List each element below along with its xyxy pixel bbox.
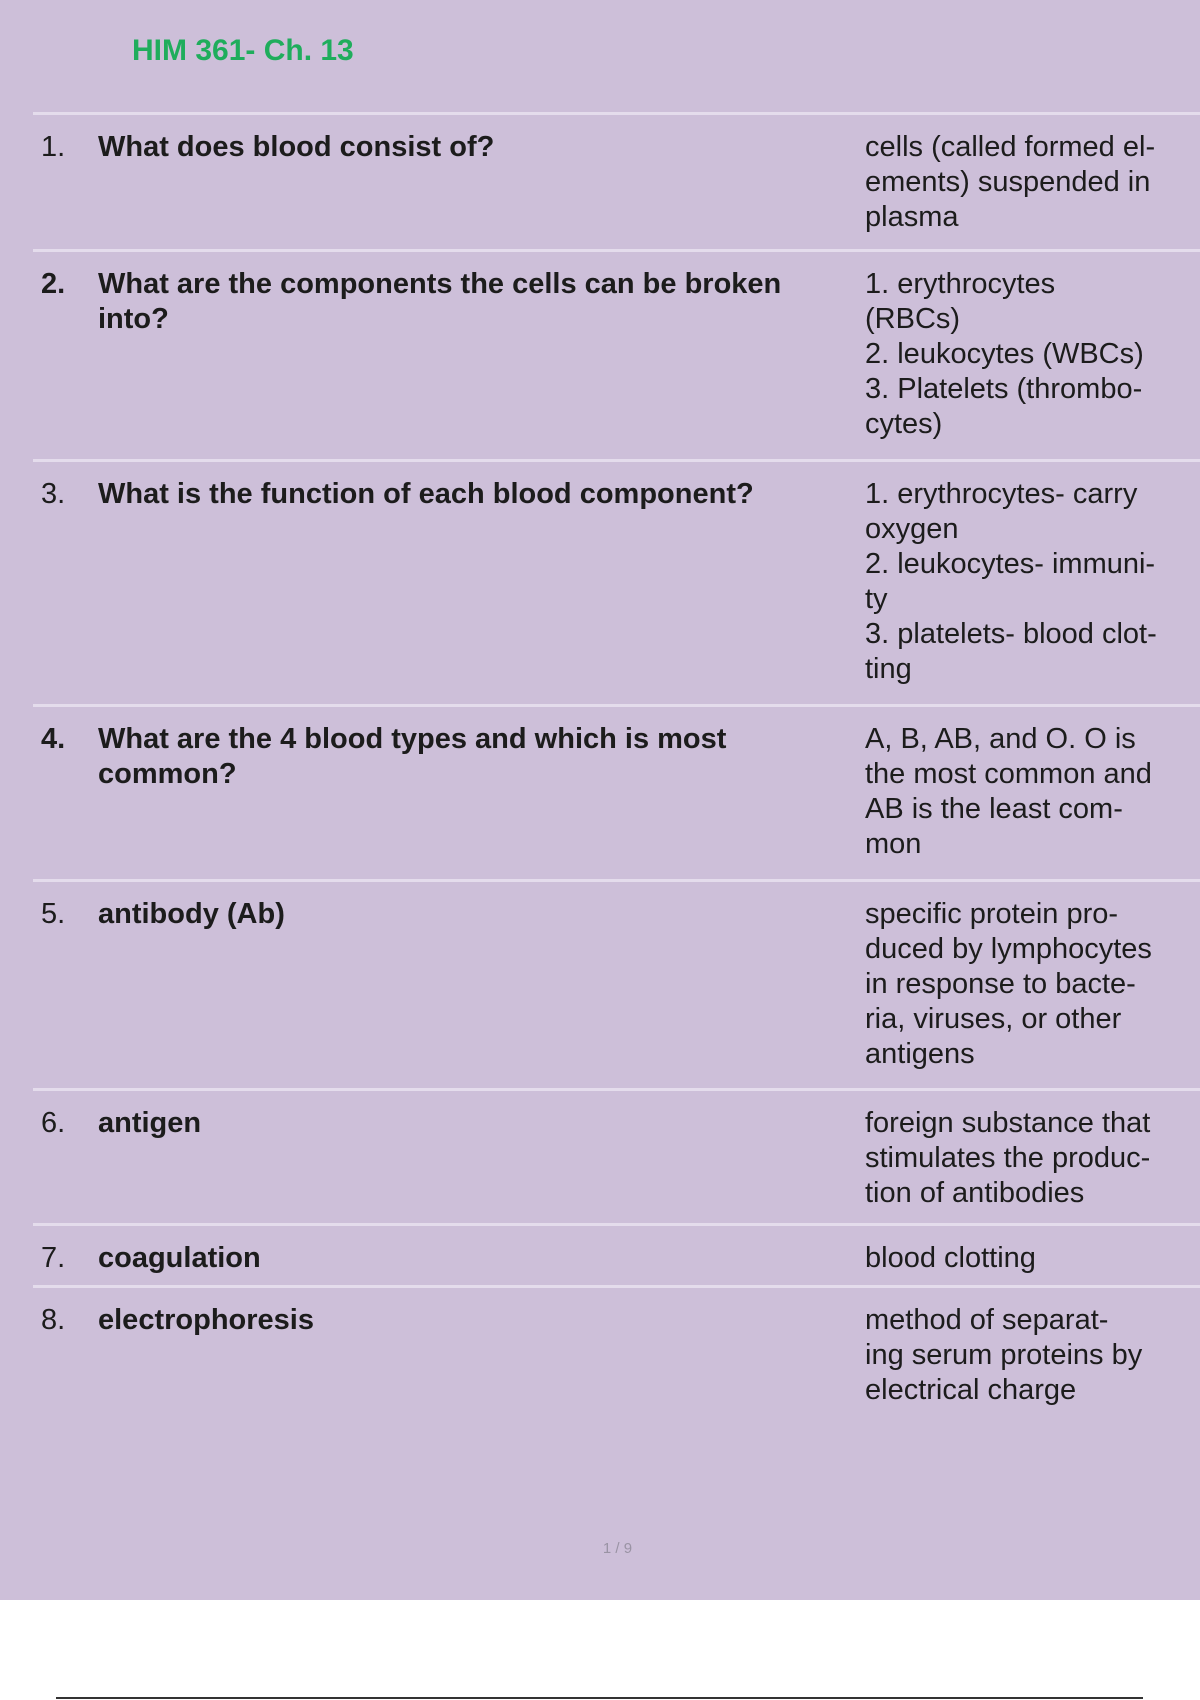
card-term: antigen bbox=[98, 1107, 202, 1139]
flashcard-row bbox=[33, 1223, 1200, 1285]
card-term: What does blood consist of? bbox=[98, 131, 495, 163]
card-definition: A, B, AB, and O. O is the most common and AB is the least com- mon bbox=[865, 723, 1152, 860]
bottom-divider bbox=[56, 1697, 1143, 1699]
card-term: coagulation bbox=[98, 1242, 261, 1274]
flashcard-row bbox=[33, 879, 1200, 1088]
card-definition: cells (called formed el- ements) suspended in plasma bbox=[865, 131, 1156, 233]
flashcard-row bbox=[33, 704, 1200, 879]
flashcard-row bbox=[33, 112, 1200, 249]
card-number: 1. bbox=[41, 131, 66, 163]
flashcard-list bbox=[33, 112, 1200, 1415]
card-definition: blood clotting bbox=[865, 1242, 1036, 1274]
card-term: What are the 4 blood types and which is most common? bbox=[98, 723, 727, 790]
card-number: 5. bbox=[41, 898, 66, 930]
card-term: What is the function of each blood component? bbox=[98, 478, 754, 510]
card-definition: specific protein pro- duced by lymphocytes in response to bacte- ria, viruses, or other antigens bbox=[865, 898, 1152, 1070]
flashcard-row bbox=[33, 1088, 1200, 1223]
flashcard-row bbox=[33, 249, 1200, 459]
card-number: 8. bbox=[41, 1304, 66, 1336]
card-term: electrophoresis bbox=[98, 1304, 314, 1336]
flashcard-row bbox=[33, 1285, 1200, 1415]
page-number: 1 / 9 bbox=[602, 1540, 633, 1557]
card-definition: method of separat- ing serum proteins by electrical charge bbox=[865, 1304, 1143, 1406]
card-term: What are the components the cells can be broken into? bbox=[98, 268, 782, 335]
card-definition: 1. erythrocytes- carry oxygen 2. leukocytes- immuni- ty 3. platelets- blood clot- ting bbox=[865, 478, 1157, 685]
card-definition: 1. erythrocytes (RBCs) 2. leukocytes (WBCs) 3. Platelets (thrombo- cytes) bbox=[865, 268, 1144, 440]
flashcard-row bbox=[33, 459, 1200, 704]
card-number: 6. bbox=[41, 1107, 66, 1139]
page-title: HIM 361- Ch. 13 bbox=[132, 34, 354, 67]
card-number: 3. bbox=[41, 478, 66, 510]
card-number: 7. bbox=[41, 1242, 66, 1274]
card-number: 4. bbox=[41, 723, 66, 755]
card-number: 2. bbox=[41, 268, 66, 300]
card-definition: foreign substance that stimulates the produc- tion of antibodies bbox=[865, 1107, 1151, 1209]
card-term: antibody (Ab) bbox=[98, 898, 285, 930]
